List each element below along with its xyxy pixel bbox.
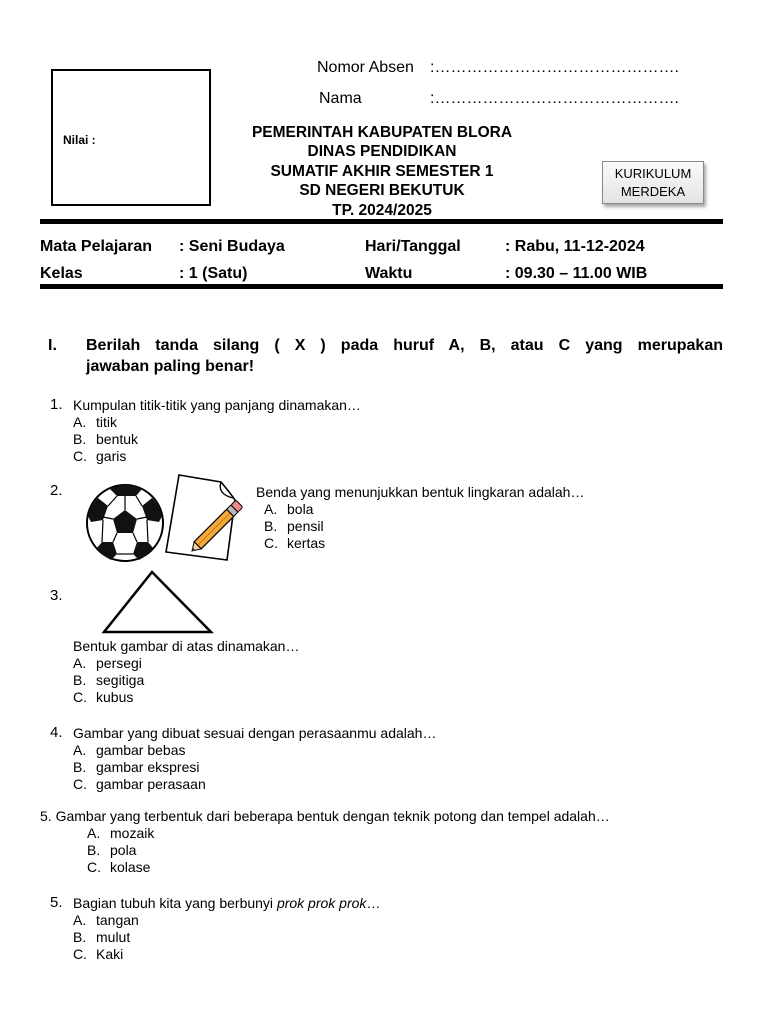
question-2-text: Benda yang menunjukkan bentuk lingkaran adalah… [256,484,585,500]
q5a-option-c[interactable]: C. kolase [87,859,151,875]
q5a-option-b[interactable]: B. pola [87,842,137,858]
title-line-5: TP. 2024/2025 [332,201,432,219]
q5b-option-b[interactable]: B. mulut [73,929,131,945]
question-number: 1. [50,396,63,413]
question-4-text: Gambar yang dibuat sesuai dengan perasaanmu adalah… [73,725,437,741]
question-2-number: 2. [50,482,63,499]
title-line-4: SD NEGERI BEKUTUK [299,182,465,200]
q3-option-c[interactable]: C. kubus [73,689,134,705]
mapel-value: : Seni Budaya [179,238,285,255]
kurikulum-badge [602,161,704,204]
waktu-value: : 09.30 – 11.00 WIB [505,265,648,282]
q2-option-b[interactable]: B. pensil [264,518,324,534]
question-1-text: Kumpulan titik-titik yang panjang dinamakan… [73,397,361,413]
instruction-line-1: Berilah tanda silang ( X ) pada huruf A, B, atau C yang merupakan [86,337,723,354]
nilai-box [51,69,211,206]
school-title [212,123,552,220]
q4-option-c[interactable]: C. gambar perasaan [73,776,206,792]
q5b-option-a[interactable]: A. tangan [73,912,139,928]
kelas-value: : 1 (Satu) [179,265,248,282]
q2-option-c[interactable]: C. kertas [264,535,326,551]
question-1 [50,396,63,413]
question-3-text: Bentuk gambar di atas dinamakan… [73,638,300,654]
badge-line-2: MERDEKA [620,184,686,199]
q1-option-b[interactable]: B. bentuk [73,431,139,447]
mapel-label: Mata Pelajaran [40,238,153,255]
nomor-absen-field: :………………………………………. [430,59,679,76]
q2-option-a[interactable]: A. bola [264,501,314,517]
triangle-image [100,569,215,635]
hari-label: Hari/Tanggal [365,238,461,255]
nama-field: :………………………………………. [430,90,679,107]
question-5b-text: Bagian tubuh kita yang berbunyi prok prok prok… [73,895,381,911]
q5b-option-c[interactable]: C. Kaki [73,946,124,962]
q3-option-b[interactable]: B. segitiga [73,672,145,688]
q4-option-b[interactable]: B. gambar ekspresi [73,759,200,775]
nilai-label: Nilai : [63,133,96,147]
header-divider-bottom [40,284,723,289]
q3-option-a[interactable]: A. persegi [73,655,142,671]
waktu-label: Waktu [365,265,413,282]
question-5a [40,808,610,825]
nomor-absen-label: Nomor Absen [317,59,414,76]
title-line-1: PEMERINTAH KABUPATEN BLORA [251,124,513,141]
q4-option-a[interactable]: A. gambar bebas [73,742,186,758]
soccer-ball-image [84,484,168,564]
header-divider-top [40,219,723,224]
q1-option-c[interactable]: C. garis [73,448,127,464]
q1-option-a[interactable]: A. titik [73,414,117,430]
question-5b-number: 5. [50,894,63,911]
q5a-option-a[interactable]: A. mozaik [87,825,155,841]
instruction-number: I. [48,337,57,354]
hari-value: : Rabu, 11-12-2024 [505,238,645,255]
instruction-line-2: jawaban paling benar! [86,358,255,375]
question-5a-text: Gambar yang terbentuk dari beberapa bentuk dengan teknik potong dan tempel adalah… [55,808,610,824]
question-5a-number: 5. [40,808,52,824]
title-line-2: DINAS PENDIDIKAN [307,143,457,161]
paper-pencil-image [163,472,247,564]
question-4-number: 4. [50,724,63,741]
nama-label: Nama [319,90,362,107]
question-3-number: 3. [50,587,63,604]
kelas-label: Kelas [40,265,83,282]
title-line-3: SUMATIF AKHIR SEMESTER 1 [270,162,494,180]
badge-line-1: KURIKULUM [614,166,692,181]
